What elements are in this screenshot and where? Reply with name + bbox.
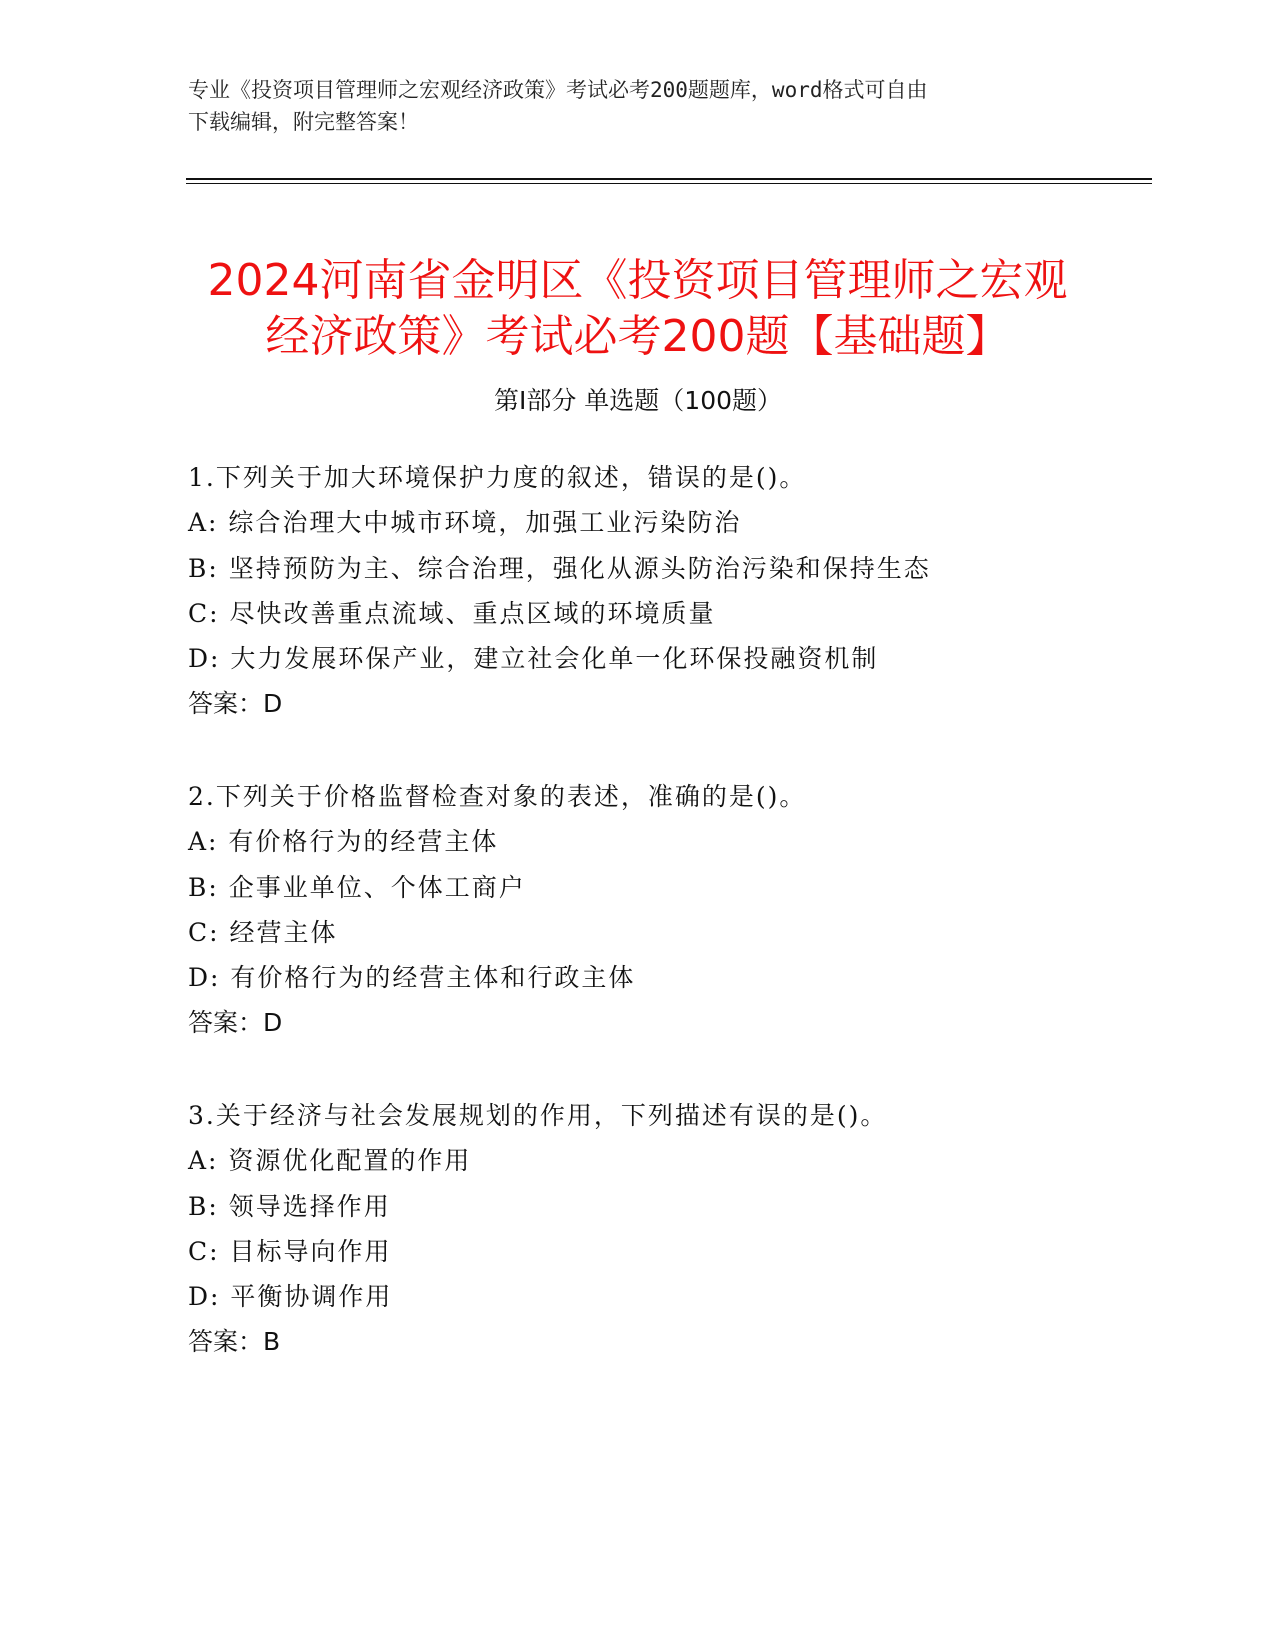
question-stem: 2.下列关于价格监督检查对象的表述，准确的是()。 xyxy=(188,782,807,811)
option-c: C: 目标导向作用 xyxy=(188,1236,392,1266)
option-c: C: 经营主体 xyxy=(188,917,338,947)
option-b: B: 领导选择作用 xyxy=(188,1191,391,1221)
question-stem: 1.下列关于加大环境保护力度的叙述，错误的是()。 xyxy=(188,463,807,492)
header-divider-thick xyxy=(186,178,1152,180)
option-d: D: 大力发展环保产业，建立社会化单一化环保投融资机制 xyxy=(188,644,879,674)
header-note-line-2: 下载编辑，附完整答案！ xyxy=(188,110,419,134)
document-title-line-2: 经济政策》考试必考200题【基础题】 xyxy=(265,311,1010,363)
question-2 xyxy=(188,774,1138,1046)
document-title-line-1: 2024河南省金明区《投资项目管理师之宏观 xyxy=(207,255,1068,307)
header-note xyxy=(188,74,1088,138)
option-d: D: 平衡协调作用 xyxy=(188,1282,393,1312)
question-stem: 3.关于经济与社会发展规划的作用，下列描述有误的是()。 xyxy=(188,1101,888,1130)
section-title: 第Ⅰ部分 单选题（100题） xyxy=(493,386,783,415)
answer-text: 答案：B xyxy=(188,1327,281,1357)
option-a: A: 综合治理大中城市环境，加强工业污染防治 xyxy=(188,508,742,538)
option-c: C: 尽快改善重点流域、重点区域的环境质量 xyxy=(188,598,716,628)
question-3 xyxy=(188,1093,1138,1365)
header-note-line-1: 专业《投资项目管理师之宏观经济政策》考试必考200题题库，word格式可自由 xyxy=(188,78,928,102)
option-d: D: 有价格行为的经营主体和行政主体 xyxy=(188,963,636,993)
answer-text: 答案：D xyxy=(188,689,283,719)
option-a: A: 有价格行为的经营主体 xyxy=(188,827,499,857)
document-title xyxy=(150,253,1125,365)
answer-text: 答案：D xyxy=(188,1008,283,1038)
option-b: B: 坚持预防为主、综合治理，强化从源头防治污染和保持生态 xyxy=(188,553,931,583)
question-1 xyxy=(188,455,1138,727)
option-b: B: 企事业单位、个体工商户 xyxy=(188,872,526,902)
header-divider-thin xyxy=(186,183,1152,184)
option-a: A: 资源优化配置的作用 xyxy=(188,1146,472,1176)
